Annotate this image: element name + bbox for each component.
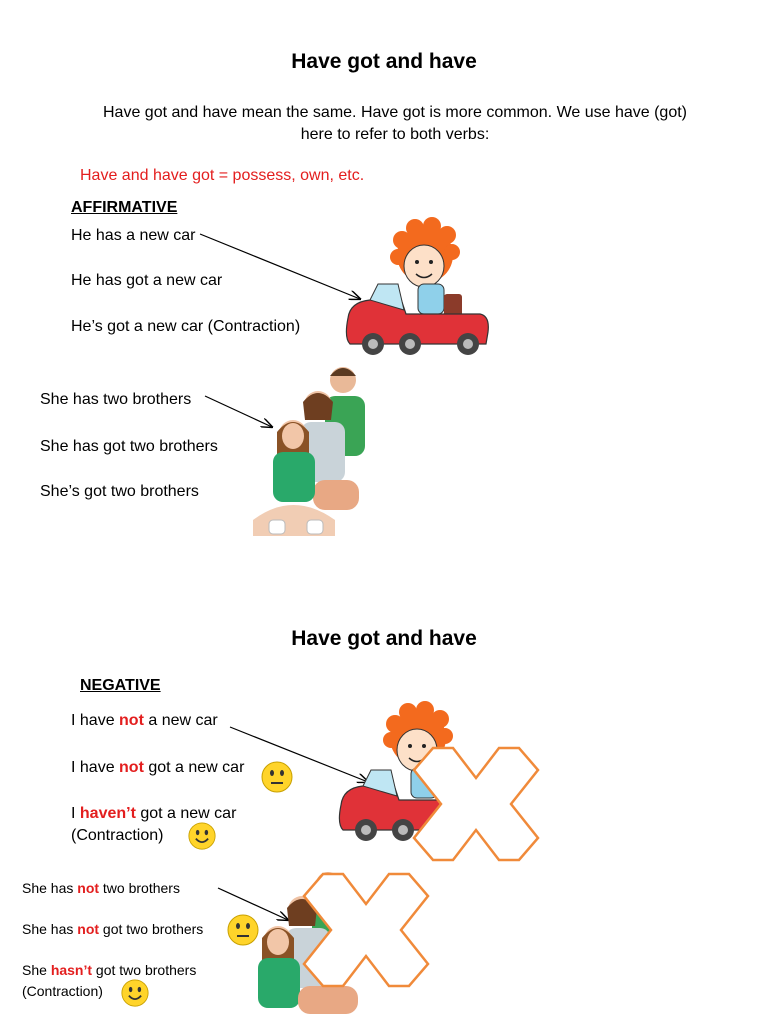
affirmative-car-line-1: He has a new car — [71, 227, 196, 244]
negative-brothers-contraction: (Contraction) — [22, 983, 103, 999]
affirmative-brothers-line-2: She has got two brothers — [40, 438, 218, 455]
affirmative-brothers-line-3: She’s got two brothers — [40, 483, 199, 500]
negative-car-line-2: I have not got a new car — [71, 759, 245, 776]
negative-brothers-line-1: She has not two brothers — [22, 880, 180, 896]
smiley-face-icon — [188, 822, 216, 850]
boy-in-car-crossed-illustration — [333, 700, 543, 865]
children-photo-crossed — [228, 868, 433, 1024]
negative-heading: NEGATIVE — [80, 677, 161, 694]
neutral-face-icon — [261, 761, 293, 793]
affirmative-brothers-line-1: She has two brothers — [40, 391, 192, 408]
slide2-title: Have got and have — [291, 627, 477, 650]
negative-car-line-3: I haven’t got a new car — [71, 805, 237, 822]
slide1-intro: Have got and have mean the same. Have got is more common. We use have (got) here to refer to both verbs: — [103, 104, 687, 143]
negative-brothers-line-3: She hasn’t got two brothers — [22, 962, 197, 978]
affirmative-heading: AFFIRMATIVE — [71, 199, 178, 216]
negative-car-contraction: (Contraction) — [71, 827, 164, 844]
negative-car-line-1: I have not a new car — [71, 712, 218, 729]
children-photo — [243, 360, 383, 542]
affirmative-car-line-3: He’s got a new car (Contraction) — [71, 318, 301, 335]
affirmative-car-line-2: He has got a new car — [71, 272, 223, 289]
smiley-face-icon — [121, 979, 149, 1007]
arrow-car-1 — [200, 234, 360, 299]
slide1-title: Have got and have — [291, 50, 477, 73]
slide1-definition: Have and have got = possess, own, etc. — [80, 167, 365, 184]
negative-brothers-line-2: She has not got two brothers — [22, 921, 204, 937]
